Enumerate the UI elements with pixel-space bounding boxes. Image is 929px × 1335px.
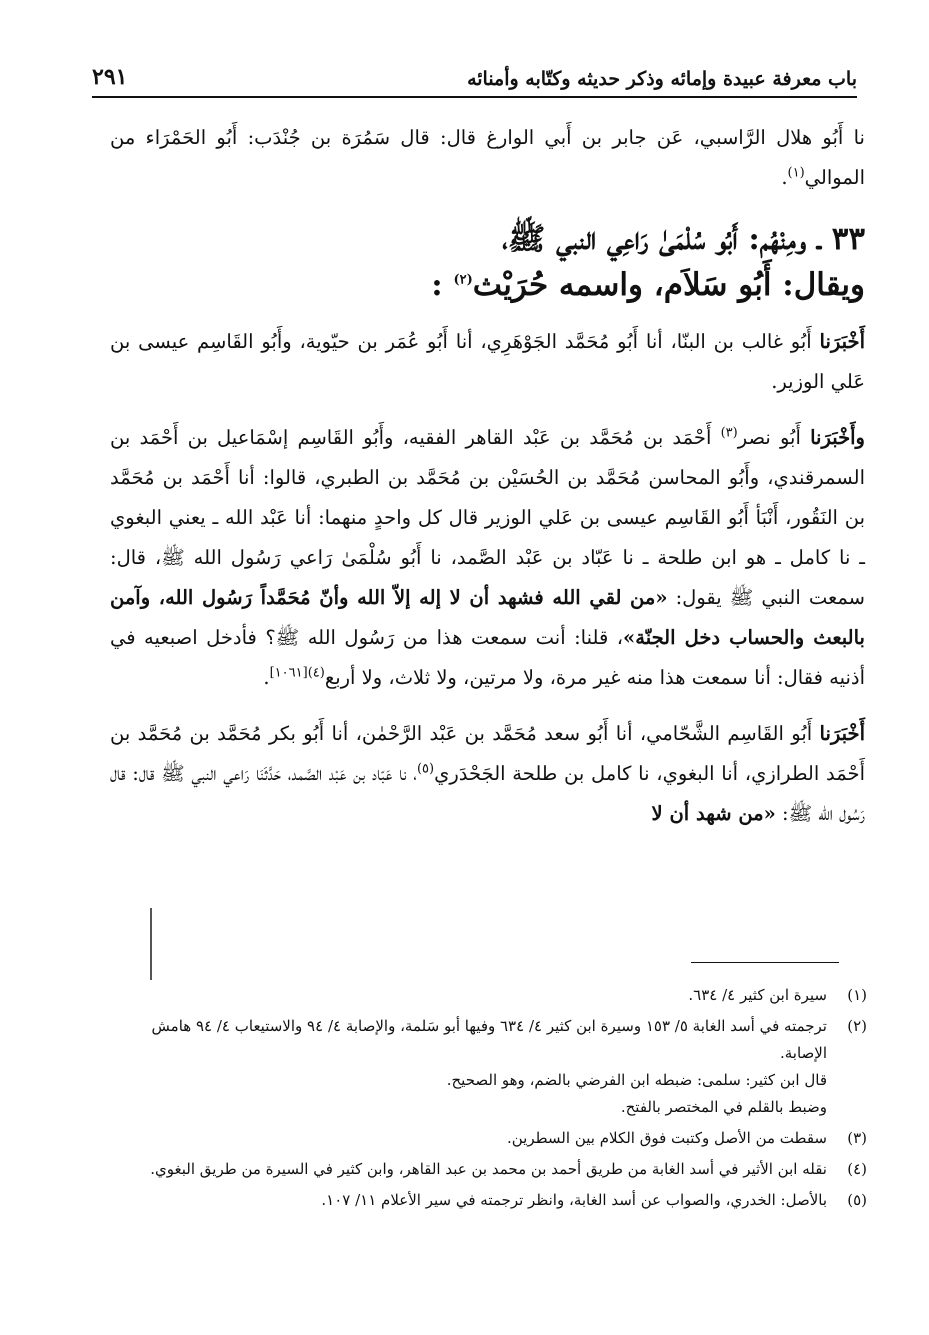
footnote-line: وضبط بالقلم في المختصر بالفتح. bbox=[620, 1098, 827, 1116]
paragraph-end: . bbox=[781, 166, 788, 189]
manuscript-page-ref: [١٠٦١] bbox=[269, 665, 308, 681]
footnote-ref: (٣) bbox=[720, 425, 738, 441]
paragraph-text: نا أَبُو هلال الرَّاسبي، عَن جابر بن أَبي الوارغ قال: قال سَمُرَة بن جُنْدَب: أَبُو الحَمْرَاء من الموالي bbox=[110, 126, 865, 189]
footnote-text bbox=[130, 1187, 827, 1214]
paragraph-continuation bbox=[110, 118, 865, 198]
footnotes bbox=[130, 982, 867, 1218]
isnad-paragraph-1 bbox=[110, 322, 865, 402]
footnote bbox=[130, 1125, 867, 1152]
footnote-number: (٥) bbox=[847, 1191, 867, 1209]
running-title: باب معرفة عبيدة وإمائه وذكر حديثه وكتّابه وأمنائه bbox=[467, 68, 857, 90]
paragraph-end: . bbox=[263, 666, 270, 689]
footnote-separator bbox=[691, 962, 839, 963]
footnote-line: سقطت من الأصل وكتبت فوق الكلام بين السطرين. bbox=[506, 1129, 827, 1147]
isnad-paragraph-3 bbox=[110, 714, 865, 834]
footnote-ref: (٥) bbox=[416, 761, 435, 777]
footnote-ref: (٢) bbox=[453, 272, 473, 288]
paragraph-text: أَبُو نصر bbox=[737, 426, 811, 449]
paragraph-lead-word: أَخْبَرَنا bbox=[819, 722, 865, 745]
heading-line-1: ٣٣ ـ ومِنْهُم: أَبُو سُلْمَىٰ رَاعِي النبي ﷺ، bbox=[501, 221, 865, 257]
page-number: ٢٩١ bbox=[92, 64, 128, 90]
ink-mark bbox=[150, 908, 152, 980]
footnote bbox=[130, 1013, 867, 1121]
hadith-text: «من لقي الله فشهد أن لا إله إلاّ الله وأنّ مُحَمَّداً رَسُول الله، وآمن بالبعث والحساب دخل الجنّة» bbox=[110, 586, 865, 649]
heading-line-2-text: ويقال: أَبُو سَلاَم، واسمه حُرَيْث bbox=[472, 267, 865, 303]
entry-heading bbox=[110, 216, 865, 308]
footnote-line: نقله ابن الأثير في أسد الغابة من طريق أحمد بن محمد بن عبد القاهر، وابن كثير في السيرة من طريق البغوي. bbox=[150, 1160, 827, 1178]
hadith-text: «من شهد أن لا bbox=[651, 802, 776, 825]
paragraph-text: ، قلنا: أنت سمعت هذا من رَسُول الله ﷺ؟ فأدخل اصبعيه في أذنيه فقال: أنا سمعت هذا منه غير مرة، ولا مرتين، ولا ثلاث، ولا أربع bbox=[110, 626, 865, 689]
footnote bbox=[130, 982, 867, 1009]
footnote-line: قال ابن كثير: سلمى: ضبطه ابن الفرضي بالضم، وهو الصحيح. bbox=[446, 1071, 827, 1089]
footnote-text bbox=[130, 982, 827, 1009]
paragraph-text: أَبُو غالب بن البنّا، أنا أَبُو مُحَمَّد الجَوْهَرِي، أنا أَبُو عُمَر بن حيّوية، وأَبُو القَاسِم عيسى بن عَلي الوزير. bbox=[110, 330, 865, 393]
footnote bbox=[130, 1156, 867, 1183]
footnote-ref: (١) bbox=[787, 165, 805, 181]
footnote-text bbox=[130, 1125, 827, 1152]
paragraph-text: أَبُو القَاسِم الشَّحّامي، أنا أَبُو سعد مُحَمَّد بن عَبْد الرَّحْمٰن، أنا أَبُو بكر مُحَمَّد بن مُحَمَّد بن أَحْمَد الطرازي، أنا البغوي، نا كامل بن طلحة الجَحْدَري bbox=[110, 722, 865, 785]
footnote-number: (٤) bbox=[847, 1160, 867, 1178]
footnote-line: ترجمته في أسد الغابة ٥/ ١٥٣ وسيرة ابن كثير ٤/ ٦٣٤ وفيها أبو سَلمة، والإصابة ٤/ ٩٤ والاستيعاب ٤/ ٩٤ هامش الإصابة. bbox=[151, 1017, 827, 1062]
main-text bbox=[110, 118, 865, 850]
footnote-text bbox=[130, 1156, 827, 1183]
footnote-number: (٣) bbox=[847, 1129, 867, 1147]
footnote-line: بالأصل: الخدري، والصواب عن أسد الغابة، وانظر ترجمته في سير الأعلام ١١/ ١٠٧. bbox=[321, 1191, 827, 1209]
footnote bbox=[130, 1187, 867, 1214]
heading-line-2 bbox=[110, 262, 865, 308]
paragraph-text: أَحْمَد بن مُحَمَّد بن عَبْد القاهر الفقيه، وأَبُو القَاسِم إسْمَاعيل بن أَحْمَد بن السمرقندي، وأَبُو المحاسن مُحَمَّد بن الحُسَيْن بن مُحَمَّد بن الطبري، قالوا: أنا أَحْمَد بن مُحَمَّد بن النَقُور، أَنْبَأ أَبُو القَاسِم عيسى بن عَلي الوزير قال كل واحدٍ منهما: أنا عَبْد الله ـ يعني البغوي ـ نا كامل ـ هو ابن طلحة ـ نا عَبّاد بن عَبْد الصَّمد، نا أَبُو سُلْمَىٰ رَاعي رَسُول الله ﷺ، قال: سمعت النبي ﷺ يقول: bbox=[110, 426, 865, 609]
paragraph-lead-word: أَخْبَرَنا bbox=[819, 330, 865, 353]
page-header bbox=[92, 58, 857, 98]
footnote-number: (١) bbox=[847, 986, 867, 1004]
footnote-ref: (٤) bbox=[307, 665, 325, 681]
heading-end: : bbox=[431, 267, 443, 303]
footnote-number: (٢) bbox=[847, 1017, 867, 1035]
paragraph-text: ، نا عَبّاد بن عَبْد الصَّمد، حَدَّثَنَا رَاعي النبي ﷺ قال: قال رَسُول الله ﷺ: bbox=[110, 762, 865, 825]
footnote-text bbox=[130, 1013, 827, 1121]
footnote-line: سيرة ابن كثير ٤/ ٦٣٤. bbox=[688, 986, 827, 1004]
paragraph-lead-word: وأَخْبَرَنا bbox=[810, 426, 865, 449]
isnad-paragraph-2 bbox=[110, 418, 865, 698]
